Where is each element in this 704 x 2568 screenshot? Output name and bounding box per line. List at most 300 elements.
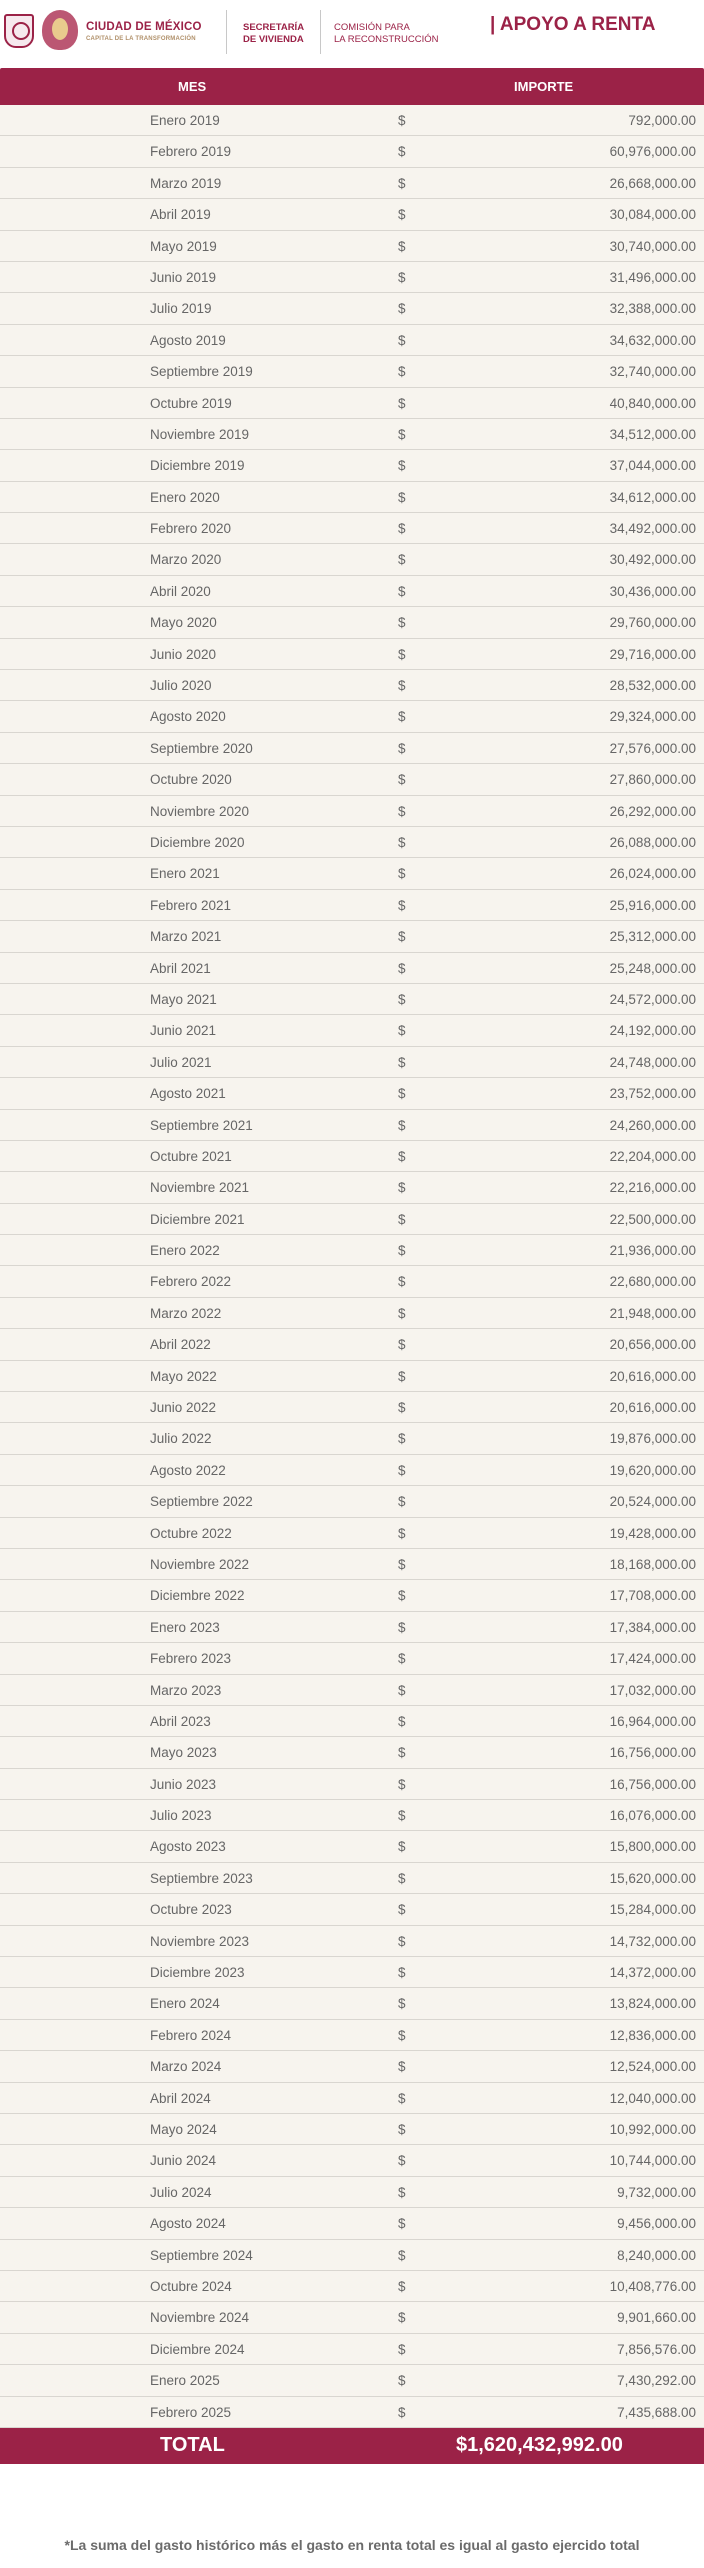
row-currency: $: [398, 1462, 406, 1478]
row-month: Agosto 2019: [150, 332, 226, 348]
row-currency: $: [398, 301, 406, 317]
row-amount: 25,248,000.00: [609, 960, 696, 976]
table-row: [0, 1800, 704, 1831]
table-row: [0, 984, 704, 1015]
row-amount: 40,840,000.00: [609, 395, 696, 411]
row-amount: 29,716,000.00: [609, 646, 696, 662]
row-month: Marzo 2020: [150, 552, 222, 568]
table-row: [0, 1549, 704, 1580]
table-row: [0, 1957, 704, 1988]
row-month: Febrero 2021: [150, 897, 232, 913]
table-row: [0, 1015, 704, 1046]
row-month: Junio 2024: [150, 2153, 217, 2169]
row-month: Junio 2022: [150, 1400, 217, 1416]
table-row: [0, 1423, 704, 1454]
row-amount: 30,492,000.00: [609, 552, 696, 568]
row-month: Junio 2020: [150, 646, 217, 662]
table-row: [0, 576, 704, 607]
table-row: [0, 796, 704, 827]
row-currency: $: [398, 834, 406, 850]
row-currency: $: [398, 364, 406, 380]
row-amount: 10,744,000.00: [609, 2153, 696, 2169]
row-amount: 21,936,000.00: [609, 1243, 696, 1259]
row-currency: $: [398, 1117, 406, 1133]
row-amount: 7,430,292.00: [617, 2373, 696, 2389]
row-month: Diciembre 2020: [150, 834, 245, 850]
row-currency: $: [398, 113, 406, 128]
row-currency: $: [398, 1243, 406, 1259]
row-amount: 19,620,000.00: [609, 1462, 696, 1478]
row-amount: 8,240,000.00: [617, 2247, 696, 2263]
row-month: Enero 2023: [150, 1619, 220, 1635]
table-row: [0, 2051, 704, 2082]
header-divider: [226, 10, 227, 54]
row-month: Febrero 2024: [150, 2027, 232, 2043]
row-currency: $: [398, 238, 406, 254]
row-currency: $: [398, 740, 406, 756]
row-currency: $: [398, 2059, 406, 2075]
row-month: Marzo 2019: [150, 175, 222, 191]
row-month: Abril 2022: [150, 1337, 211, 1353]
total-row: [0, 2428, 704, 2464]
row-month: Febrero 2025: [150, 2404, 232, 2420]
table-row: [0, 2020, 704, 2051]
row-currency: $: [398, 1651, 406, 1667]
row-currency: $: [398, 332, 406, 348]
cdmx-seal-icon: [42, 10, 78, 50]
table-body: [0, 105, 704, 2428]
row-amount: 9,901,660.00: [617, 2310, 696, 2326]
row-amount: 22,204,000.00: [609, 1148, 696, 1164]
row-currency: $: [398, 2184, 406, 2200]
table-row: [0, 890, 704, 921]
row-month: Noviembre 2022: [150, 1556, 250, 1572]
table-row: [0, 513, 704, 544]
row-month: Septiembre 2021: [150, 1117, 253, 1133]
table-row: [0, 701, 704, 732]
row-month: Julio 2024: [150, 2184, 212, 2200]
row-month: Diciembre 2024: [150, 2341, 245, 2357]
row-month: Abril 2019: [150, 207, 211, 223]
row-amount: 13,824,000.00: [609, 1996, 696, 2012]
row-currency: $: [398, 1808, 406, 1824]
table-row: [0, 1518, 704, 1549]
row-amount: 17,384,000.00: [609, 1619, 696, 1635]
row-amount: 22,680,000.00: [609, 1274, 696, 1290]
row-amount: 9,732,000.00: [617, 2184, 696, 2200]
row-currency: $: [398, 1776, 406, 1792]
table-row: [0, 1486, 704, 1517]
row-amount: 12,836,000.00: [609, 2027, 696, 2043]
table-row: [0, 1675, 704, 1706]
table-row: [0, 2145, 704, 2176]
row-amount: 27,576,000.00: [609, 740, 696, 756]
row-month: Julio 2019: [150, 301, 212, 317]
row-currency: $: [398, 897, 406, 913]
cdmx-logo-title: CIUDAD DE MÉXICO: [86, 21, 202, 33]
row-month: Septiembre 2020: [150, 740, 253, 756]
row-month: Octubre 2023: [150, 1902, 232, 1918]
row-currency: $: [398, 1996, 406, 2012]
row-month: Mayo 2019: [150, 238, 217, 254]
row-currency: $: [398, 2310, 406, 2326]
row-month: Febrero 2022: [150, 1274, 232, 1290]
row-currency: $: [398, 144, 406, 160]
row-currency: $: [398, 2090, 406, 2106]
row-month: Diciembre 2022: [150, 1588, 245, 1604]
row-month: Julio 2023: [150, 1808, 212, 1824]
row-currency: $: [398, 1745, 406, 1761]
row-month: Mayo 2024: [150, 2122, 217, 2137]
row-amount: 10,408,776.00: [609, 2278, 696, 2294]
row-amount: 20,616,000.00: [609, 1368, 696, 1384]
row-month: Noviembre 2024: [150, 2310, 250, 2326]
row-amount: 16,756,000.00: [609, 1776, 696, 1792]
row-amount: 7,856,576.00: [617, 2341, 696, 2357]
row-currency: $: [398, 1713, 406, 1729]
row-currency: $: [398, 426, 406, 442]
table-row: [0, 827, 704, 858]
table-row: [0, 858, 704, 889]
table-row: [0, 482, 704, 513]
row-amount: 30,436,000.00: [609, 583, 696, 599]
row-currency: $: [398, 1305, 406, 1321]
row-month: Diciembre 2019: [150, 458, 245, 474]
row-amount: 23,752,000.00: [609, 1086, 696, 1102]
table-row: [0, 1455, 704, 1486]
total-label: TOTAL: [160, 2433, 225, 2456]
row-month: Enero 2020: [150, 489, 220, 505]
row-month: Enero 2019: [150, 113, 220, 128]
row-currency: $: [398, 521, 406, 537]
table-row: [0, 1988, 704, 2019]
row-amount: 16,076,000.00: [609, 1808, 696, 1824]
row-currency: $: [398, 772, 406, 788]
row-amount: 25,312,000.00: [609, 929, 696, 945]
row-amount: 12,524,000.00: [609, 2059, 696, 2075]
row-amount: 31,496,000.00: [609, 269, 696, 285]
table-row: [0, 105, 704, 136]
table-row: [0, 2114, 704, 2145]
table-row: [0, 199, 704, 230]
row-month: Marzo 2022: [150, 1305, 222, 1321]
table-row: [0, 921, 704, 952]
row-amount: 29,324,000.00: [609, 709, 696, 725]
row-amount: 34,512,000.00: [609, 426, 696, 442]
row-currency: $: [398, 1211, 406, 1227]
row-amount: 22,216,000.00: [609, 1180, 696, 1196]
row-month: Enero 2024: [150, 1996, 220, 2012]
row-month: Mayo 2023: [150, 1745, 217, 1761]
row-amount: 14,732,000.00: [609, 1933, 696, 1949]
row-amount: 26,668,000.00: [609, 175, 696, 191]
row-currency: $: [398, 1086, 406, 1102]
row-month: Septiembre 2022: [150, 1494, 253, 1510]
row-amount: 30,740,000.00: [609, 238, 696, 254]
table-row: [0, 1329, 704, 1360]
table-row: [0, 2240, 704, 2271]
table-row: [0, 325, 704, 356]
row-currency: $: [398, 1180, 406, 1196]
table-row: [0, 953, 704, 984]
row-currency: $: [398, 1870, 406, 1886]
row-currency: $: [398, 2216, 406, 2232]
table-row: [0, 2208, 704, 2239]
row-amount: 19,876,000.00: [609, 1431, 696, 1447]
row-amount: 32,740,000.00: [609, 364, 696, 380]
row-amount: 34,492,000.00: [609, 521, 696, 537]
table-row: [0, 293, 704, 324]
row-month: Enero 2021: [150, 866, 220, 882]
row-amount: 16,756,000.00: [609, 1745, 696, 1761]
row-currency: $: [398, 552, 406, 568]
row-amount: 17,424,000.00: [609, 1651, 696, 1667]
row-month: Enero 2022: [150, 1243, 220, 1259]
row-currency: $: [398, 2153, 406, 2169]
column-header-importe: IMPORTE: [514, 79, 574, 94]
row-amount: 29,760,000.00: [609, 615, 696, 631]
table-row: [0, 544, 704, 575]
row-currency: $: [398, 1525, 406, 1541]
table-row: [0, 168, 704, 199]
row-amount: 14,372,000.00: [609, 1965, 696, 1981]
row-currency: $: [398, 803, 406, 819]
row-month: Julio 2021: [150, 1054, 212, 1070]
row-currency: $: [398, 1556, 406, 1572]
row-month: Diciembre 2023: [150, 1965, 245, 1981]
row-currency: $: [398, 489, 406, 505]
row-amount: 17,708,000.00: [609, 1588, 696, 1604]
table-row: [0, 419, 704, 450]
row-month: Marzo 2024: [150, 2059, 222, 2075]
table-row: [0, 1612, 704, 1643]
table-row: [0, 1894, 704, 1925]
table-row: [0, 1141, 704, 1172]
row-currency: $: [398, 583, 406, 599]
row-month: Abril 2024: [150, 2090, 211, 2106]
row-month: Noviembre 2019: [150, 426, 250, 442]
row-currency: $: [398, 1368, 406, 1384]
row-amount: 20,524,000.00: [609, 1494, 696, 1510]
row-amount: 24,192,000.00: [609, 1023, 696, 1039]
row-amount: 26,292,000.00: [609, 803, 696, 819]
row-currency: $: [398, 458, 406, 474]
row-amount: 20,616,000.00: [609, 1400, 696, 1416]
row-month: Septiembre 2019: [150, 364, 253, 380]
row-month: Junio 2019: [150, 269, 217, 285]
table-row: [0, 2271, 704, 2302]
row-amount: 24,748,000.00: [609, 1054, 696, 1070]
row-currency: $: [398, 1148, 406, 1164]
row-currency: $: [398, 646, 406, 662]
row-amount: 22,500,000.00: [609, 1211, 696, 1227]
table-row: [0, 388, 704, 419]
coat-of-arms-icon: [4, 14, 34, 48]
table-header: [0, 68, 704, 105]
row-month: Junio 2023: [150, 1776, 217, 1792]
table-row: [0, 231, 704, 262]
cdmx-logo-subtitle: CAPITAL DE LA TRANSFORMACIÓN: [86, 36, 196, 42]
table-row: [0, 764, 704, 795]
row-month: Julio 2020: [150, 678, 212, 694]
row-amount: 15,800,000.00: [609, 1839, 696, 1855]
row-currency: $: [398, 929, 406, 945]
table-row: [0, 1047, 704, 1078]
row-amount: 26,024,000.00: [609, 866, 696, 882]
table-row: [0, 1769, 704, 1800]
row-amount: 24,572,000.00: [609, 991, 696, 1007]
table-row: [0, 733, 704, 764]
row-currency: $: [398, 1902, 406, 1918]
row-amount: 7,435,688.00: [617, 2404, 696, 2420]
row-month: Abril 2021: [150, 960, 211, 976]
row-currency: $: [398, 1839, 406, 1855]
row-amount: 18,168,000.00: [609, 1556, 696, 1572]
row-amount: 34,612,000.00: [609, 489, 696, 505]
row-amount: 27,860,000.00: [609, 772, 696, 788]
row-month: Octubre 2019: [150, 395, 232, 411]
row-currency: $: [398, 709, 406, 725]
page-header: [0, 0, 704, 68]
table-row: [0, 450, 704, 481]
row-month: Octubre 2021: [150, 1148, 232, 1164]
row-amount: 15,284,000.00: [609, 1902, 696, 1918]
row-currency: $: [398, 1494, 406, 1510]
row-month: Agosto 2023: [150, 1839, 226, 1855]
row-currency: $: [398, 175, 406, 191]
table-row: [0, 607, 704, 638]
row-month: Noviembre 2021: [150, 1180, 250, 1196]
table-row: [0, 1863, 704, 1894]
row-currency: $: [398, 1431, 406, 1447]
row-month: Agosto 2024: [150, 2216, 226, 2232]
table-row: [0, 1580, 704, 1611]
row-month: Noviembre 2020: [150, 803, 250, 819]
page-title: | APOYO A RENTA: [490, 14, 656, 35]
table-row: [0, 1926, 704, 1957]
row-currency: $: [398, 2404, 406, 2420]
row-month: Mayo 2022: [150, 1368, 217, 1384]
row-amount: 21,948,000.00: [609, 1305, 696, 1321]
table-row: [0, 1361, 704, 1392]
table-row: [0, 1078, 704, 1109]
row-currency: $: [398, 1274, 406, 1290]
row-amount: 9,456,000.00: [617, 2216, 696, 2232]
table-row: [0, 2302, 704, 2333]
row-month: Noviembre 2023: [150, 1933, 250, 1949]
table-row: [0, 1266, 704, 1297]
table-row: [0, 1204, 704, 1235]
row-month: Octubre 2024: [150, 2278, 232, 2294]
row-month: Marzo 2021: [150, 929, 222, 945]
secretaria-logo-text: SECRETARÍA DE VIVIENDA: [243, 22, 305, 45]
row-amount: 60,976,000.00: [609, 144, 696, 160]
row-month: Junio 2021: [150, 1023, 217, 1039]
row-amount: 26,088,000.00: [609, 834, 696, 850]
row-month: Julio 2022: [150, 1431, 212, 1447]
row-amount: 19,428,000.00: [609, 1525, 696, 1541]
row-currency: $: [398, 1337, 406, 1353]
table-row: [0, 1737, 704, 1768]
row-currency: $: [398, 2278, 406, 2294]
row-currency: $: [398, 1054, 406, 1070]
table-row: [0, 356, 704, 387]
total-value: $1,620,432,992.00: [456, 2433, 623, 2456]
column-header-mes: MES: [178, 79, 207, 94]
row-currency: $: [398, 207, 406, 223]
row-currency: $: [398, 1965, 406, 1981]
table-row: [0, 2083, 704, 2114]
row-currency: $: [398, 1588, 406, 1604]
table-row: [0, 2365, 704, 2396]
table-row: [0, 136, 704, 167]
table-row: [0, 1706, 704, 1737]
table-row: [0, 2397, 704, 2428]
row-month: Agosto 2021: [150, 1086, 226, 1102]
row-month: Octubre 2020: [150, 772, 232, 788]
row-currency: $: [398, 1619, 406, 1635]
table-row: [0, 1110, 704, 1141]
table-row: [0, 1643, 704, 1674]
row-currency: $: [398, 991, 406, 1007]
row-month: Septiembre 2024: [150, 2247, 253, 2263]
row-amount: 34,632,000.00: [609, 332, 696, 348]
table-row: [0, 670, 704, 701]
table-row: [0, 1172, 704, 1203]
row-amount: 37,044,000.00: [609, 458, 696, 474]
row-month: Septiembre 2023: [150, 1870, 253, 1886]
table-row: [0, 1831, 704, 1862]
row-month: Febrero 2019: [150, 144, 232, 160]
row-month: Diciembre 2021: [150, 1211, 245, 1227]
row-currency: $: [398, 1682, 406, 1698]
row-currency: $: [398, 615, 406, 631]
row-amount: 792,000.00: [628, 113, 696, 128]
row-currency: $: [398, 1933, 406, 1949]
row-month: Abril 2020: [150, 583, 211, 599]
row-amount: 12,040,000.00: [609, 2090, 696, 2106]
row-currency: $: [398, 678, 406, 694]
row-currency: $: [398, 2122, 406, 2137]
row-amount: 16,964,000.00: [609, 1713, 696, 1729]
row-currency: $: [398, 866, 406, 882]
row-currency: $: [398, 1023, 406, 1039]
header-divider: [320, 10, 321, 54]
row-month: Febrero 2023: [150, 1651, 232, 1667]
row-amount: 17,032,000.00: [609, 1682, 696, 1698]
row-amount: 32,388,000.00: [609, 301, 696, 317]
row-month: Mayo 2021: [150, 991, 217, 1007]
row-currency: $: [398, 1400, 406, 1416]
table-row: [0, 1392, 704, 1423]
row-month: Enero 2025: [150, 2373, 220, 2389]
row-month: Abril 2023: [150, 1713, 211, 1729]
row-currency: $: [398, 2247, 406, 2263]
row-currency: $: [398, 2027, 406, 2043]
row-month: Agosto 2022: [150, 1462, 226, 1478]
table-row: [0, 2334, 704, 2365]
row-currency: $: [398, 395, 406, 411]
row-amount: 10,992,000.00: [609, 2122, 696, 2137]
row-amount: 24,260,000.00: [609, 1117, 696, 1133]
row-month: Agosto 2020: [150, 709, 226, 725]
table-row: [0, 1235, 704, 1266]
row-month: Marzo 2023: [150, 1682, 222, 1698]
table-row: [0, 2177, 704, 2208]
row-month: Octubre 2022: [150, 1525, 232, 1541]
row-currency: $: [398, 269, 406, 285]
row-amount: 20,656,000.00: [609, 1337, 696, 1353]
